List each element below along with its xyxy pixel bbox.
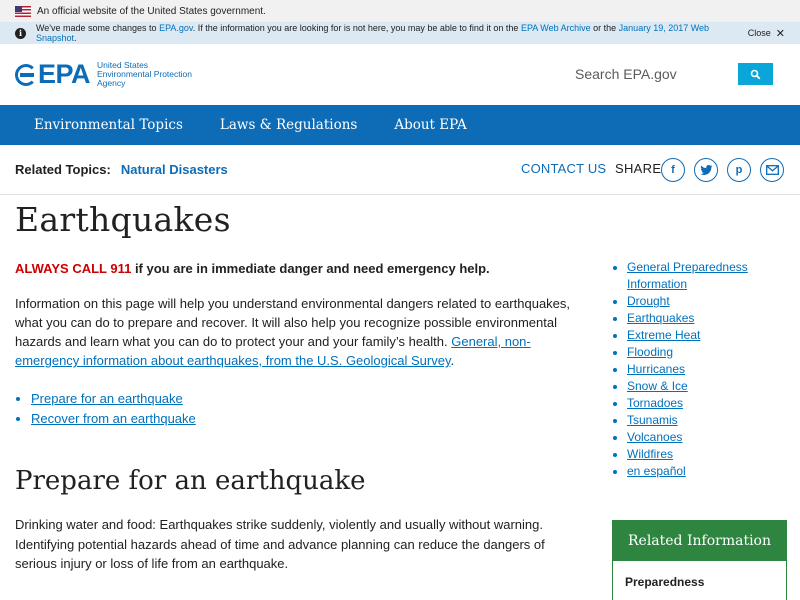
page-toc [31,389,590,428]
sidebar-item [627,463,792,480]
sidebar-link-wildfires[interactable]: Wildfires [627,447,674,461]
intro-paragraph: Information on this page will help you understand environmental dangers related to earthquakes, what you can do to prepare and recover. It will also help you recognize possible environmental hazards and learn what you can do to protect your and your family’s health. General, non-emergency information about earthquakes, from the U.S. Geological Survey. [15,296,571,368]
section-paragraph: Drinking water and food: Earthquakes strike suddenly, violently and usually without warning. Identifying potential hazards ahead of time and advance planning can reduce the dangers of serious injury or loss of life from an earthquake. [15,517,545,571]
sidebar-item [627,344,792,361]
related-topics-bar [0,145,800,195]
search-icon [750,69,761,80]
related-information-heading: Related Information [613,521,786,561]
call-911-text: ALWAYS CALL 911 [15,261,132,276]
nav-environmental-topics[interactable]: Environmental Topics [34,117,183,133]
sidebar-link-drought[interactable]: Drought [627,294,670,308]
main-content [15,196,590,574]
epa-logo[interactable] [15,59,192,90]
close-icon: ✕ [775,27,785,40]
sidebar-item [627,412,792,429]
toc-item [31,409,590,429]
epa-logo-mark-icon [15,64,37,86]
logo-agency-name: United States Environmental Protection Agency [97,60,192,88]
disaster-links-list [627,259,792,480]
web-archive-link[interactable]: EPA Web Archive [520,23,591,33]
sidebar-item [627,378,792,395]
section-heading: Prepare for an earthquake [15,466,366,496]
site-notice [0,22,800,44]
disaster-sidebar [612,259,792,480]
related-topics-label: Related Topics: [15,162,111,177]
sidebar-link-snow-ice[interactable]: Snow & Ice [627,379,688,393]
us-flag-icon [15,6,31,17]
sidebar-link-tornadoes[interactable]: Tornadoes [627,396,684,410]
sidebar-item [627,429,792,446]
sidebar-item [627,361,792,378]
pinterest-icon[interactable]: p [727,158,751,182]
sidebar-item [627,446,792,463]
emergency-callout: ALWAYS CALL 911 if you are in immediate danger and need emergency help. [15,261,490,276]
web-snapshot-link[interactable]: January 19, 2017 Web Snapshot [35,23,710,43]
sidebar-link-earthquakes[interactable]: Earthquakes [627,311,695,325]
sidebar-item [627,327,792,344]
gov-banner [0,0,800,22]
usgs-earthquake-link[interactable]: General, non-emergency information about earthquakes, from the U.S. Geological Survey [15,334,531,368]
notice-text: We've made some changes to EPA.gov. If the information you are looking for is not here, you may be able to find it on the EPA Web Archive or the January 19, 2017 Web Snapshot. [35,23,710,43]
search-input[interactable] [567,63,737,85]
search-button[interactable] [738,63,773,85]
close-notice-button[interactable]: Close ✕ [747,27,785,40]
toc-prepare-link[interactable]: Prepare for an earthquake [31,391,183,406]
search-form [567,63,773,85]
site-header [0,44,800,105]
sidebar-link-tsunamis[interactable]: Tsunamis [627,413,678,427]
natural-disasters-link[interactable]: Natural Disasters [120,162,228,177]
related-information-box [612,520,787,600]
logo-text: EPA [38,59,91,89]
sidebar-link-flooding[interactable]: Flooding [627,345,674,359]
info-icon: i [15,28,26,39]
email-icon[interactable] [760,158,784,182]
facebook-icon[interactable]: f [661,158,685,182]
sidebar-link-en-espanol[interactable]: en español [627,464,686,478]
page-title: Earthquakes [15,200,231,239]
sidebar-item [627,259,792,293]
gov-banner-text: An official website of the United States government. [37,5,266,17]
sidebar-item [627,293,792,310]
main-navigation [0,105,800,145]
epa-gov-link[interactable]: EPA.gov [159,23,193,33]
sidebar-item [627,395,792,412]
toc-recover-link[interactable]: Recover from an earthquake [31,410,196,426]
sidebar-link-volcanoes[interactable]: Volcanoes [627,430,683,444]
twitter-icon[interactable] [694,158,718,182]
sidebar-link-general-preparedness[interactable]: General Preparedness Information [627,260,748,291]
contact-us-link[interactable]: CONTACT US [521,161,607,176]
toc-item [31,389,590,409]
sidebar-link-extreme-heat[interactable]: Extreme Heat [627,328,701,342]
sidebar-item [627,310,792,327]
related-information-item: Preparedness [625,575,705,589]
nav-laws-regulations[interactable]: Laws & Regulations [219,117,358,133]
nav-about-epa[interactable]: About EPA [394,117,467,133]
share-label: SHARE [615,161,662,176]
sidebar-link-hurricanes[interactable]: Hurricanes [627,362,686,376]
